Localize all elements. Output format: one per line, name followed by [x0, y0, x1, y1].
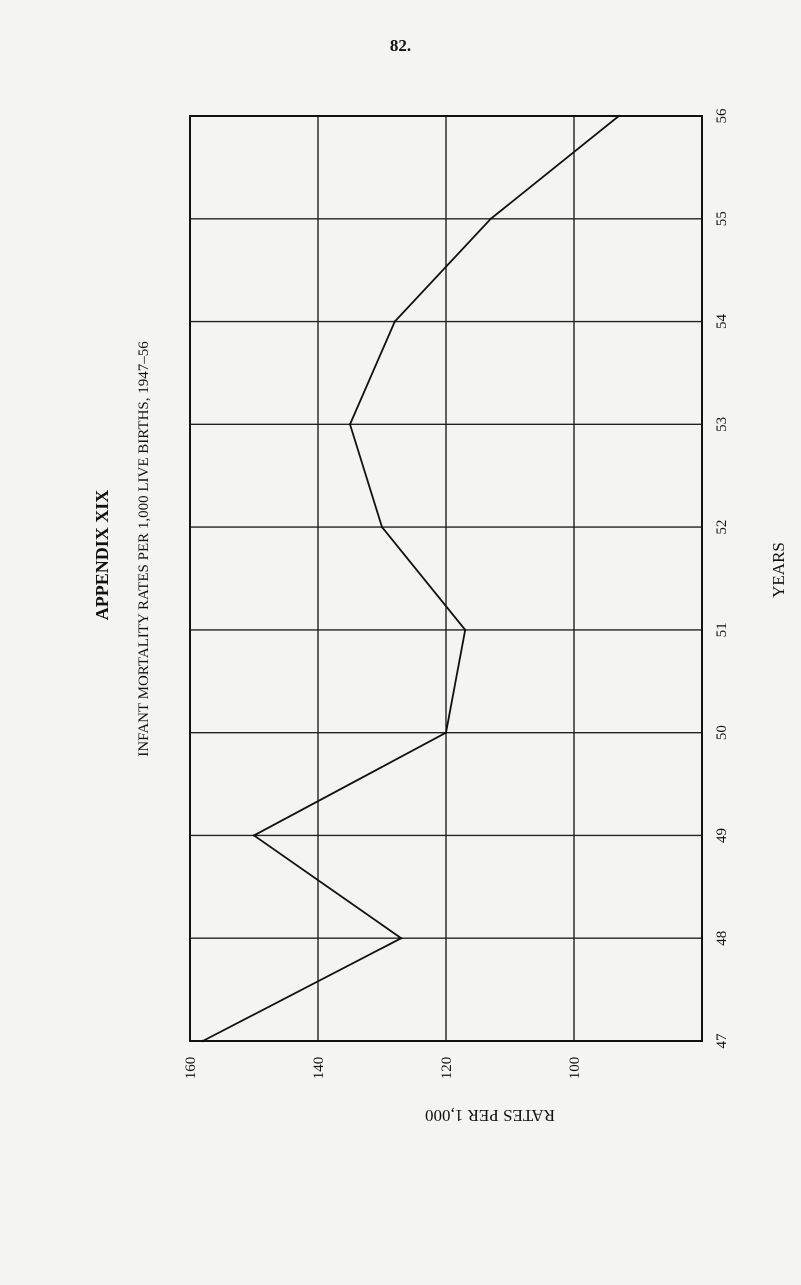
data-point — [445, 731, 447, 733]
data-point — [618, 115, 620, 117]
x-tick-label: 52 — [714, 519, 730, 535]
data-point — [349, 423, 351, 425]
y-tick-label: 140 — [311, 1056, 327, 1080]
x-tick-label: 49 — [714, 827, 730, 843]
tick-labels — [183, 108, 730, 1079]
data-point — [381, 526, 383, 528]
page-number: 82. — [389, 36, 412, 55]
data-point — [400, 937, 402, 939]
grid-lines — [190, 116, 702, 1041]
chart-title: INFANT MORTALITY RATES PER 1,000 LIVE BIRTHS, 1947–56 — [136, 341, 152, 757]
series-layer — [202, 115, 620, 1042]
appendix-title: APPENDIX XIX — [92, 489, 112, 621]
x-tick-label: 54 — [714, 314, 730, 330]
x-tick-label: 53 — [714, 416, 730, 432]
y-axis-label: RATES PER 1,000 — [425, 1106, 555, 1125]
x-tick-label: 48 — [714, 930, 730, 946]
data-point — [253, 834, 255, 836]
y-tick-label: 160 — [183, 1056, 199, 1080]
data-point — [490, 218, 492, 220]
data-point — [464, 629, 466, 631]
x-tick-label: 47 — [714, 1033, 730, 1049]
y-tick-label: 120 — [439, 1056, 455, 1080]
x-tick-label: 55 — [714, 211, 730, 227]
y-tick-label: 100 — [567, 1056, 583, 1080]
series-line — [203, 116, 619, 1041]
x-axis-label: YEARS — [769, 542, 788, 598]
x-tick-label: 51 — [714, 622, 730, 638]
data-point — [394, 320, 396, 322]
data-point — [202, 1040, 204, 1042]
x-tick-label: 56 — [714, 108, 730, 124]
x-tick-label: 50 — [714, 725, 730, 741]
